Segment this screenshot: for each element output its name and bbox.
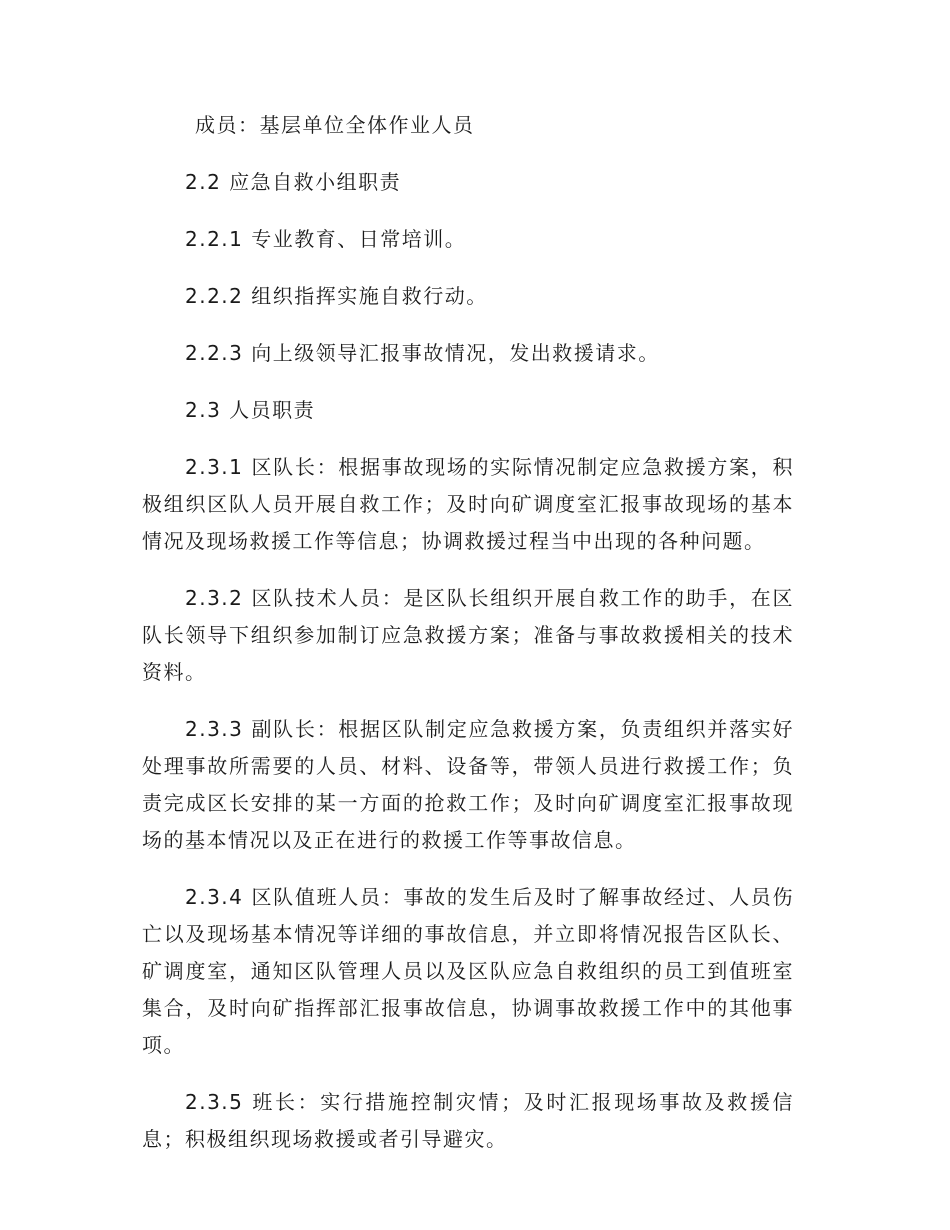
paragraph-2-2-3: 2.2.3 向上级领导汇报事故情况，发出救援请求。 bbox=[185, 341, 660, 365]
paragraph-members: 成员：基层单位全体作业人员 bbox=[195, 113, 475, 137]
paragraph-2-3-2: 2.3.2 区队技术人员：是区队长组织开展自救工作的助手，在区队长领导下组织参加制订应急救援方案；准备与事故救援相关的技术资料。 bbox=[142, 586, 794, 684]
paragraph-2-3-1: 2.3.1 区队长：根据事故现场的实际情况制定应急救援方案，积极组织区队人员开展自救工作；及时向矿调度室汇报事故现场的基本情况及现场救援工作等信息；协调救援过程当中出现的各种问题。 bbox=[142, 455, 794, 553]
paragraph-2-3-3: 2.3.3 副队长：根据区队制定应急救援方案，负责组织并落实好处理事故所需要的人员、材料、设备等，带领人员进行救援工作；负责完成区长安排的某一方面的抢救工作；及时向矿调度室汇报事故现场的基本情况以及正在进行的救援工作等事故信息。 bbox=[142, 717, 794, 852]
paragraph-2-2-2: 2.2.2 组织指挥实施自救行动。 bbox=[185, 284, 488, 308]
document-body bbox=[142, 107, 794, 1158]
paragraph-2-3-4: 2.3.4 区队值班人员：事故的发生后及时了解事故经过、人员伤亡以及现场基本情况等详细的事故信息，并立即将情况报告区队长、矿调度室，通知区队管理人员以及区队应急自救组织的员工到值班室集合，及时向矿指挥部汇报事故信息，协调事故救援工作中的其他事项。 bbox=[142, 885, 794, 1057]
paragraph-2-2-1: 2.2.1 专业教育、日常培训。 bbox=[185, 227, 467, 251]
heading-2-2: 2.2 应急自救小组职责 bbox=[185, 170, 402, 194]
paragraph-2-3-5: 2.3.5 班长：实行措施控制灾情；及时汇报现场事故及救援信息；积极组织现场救援或者引导避灾。 bbox=[142, 1090, 794, 1151]
heading-2-3: 2.3 人员职责 bbox=[185, 398, 316, 422]
